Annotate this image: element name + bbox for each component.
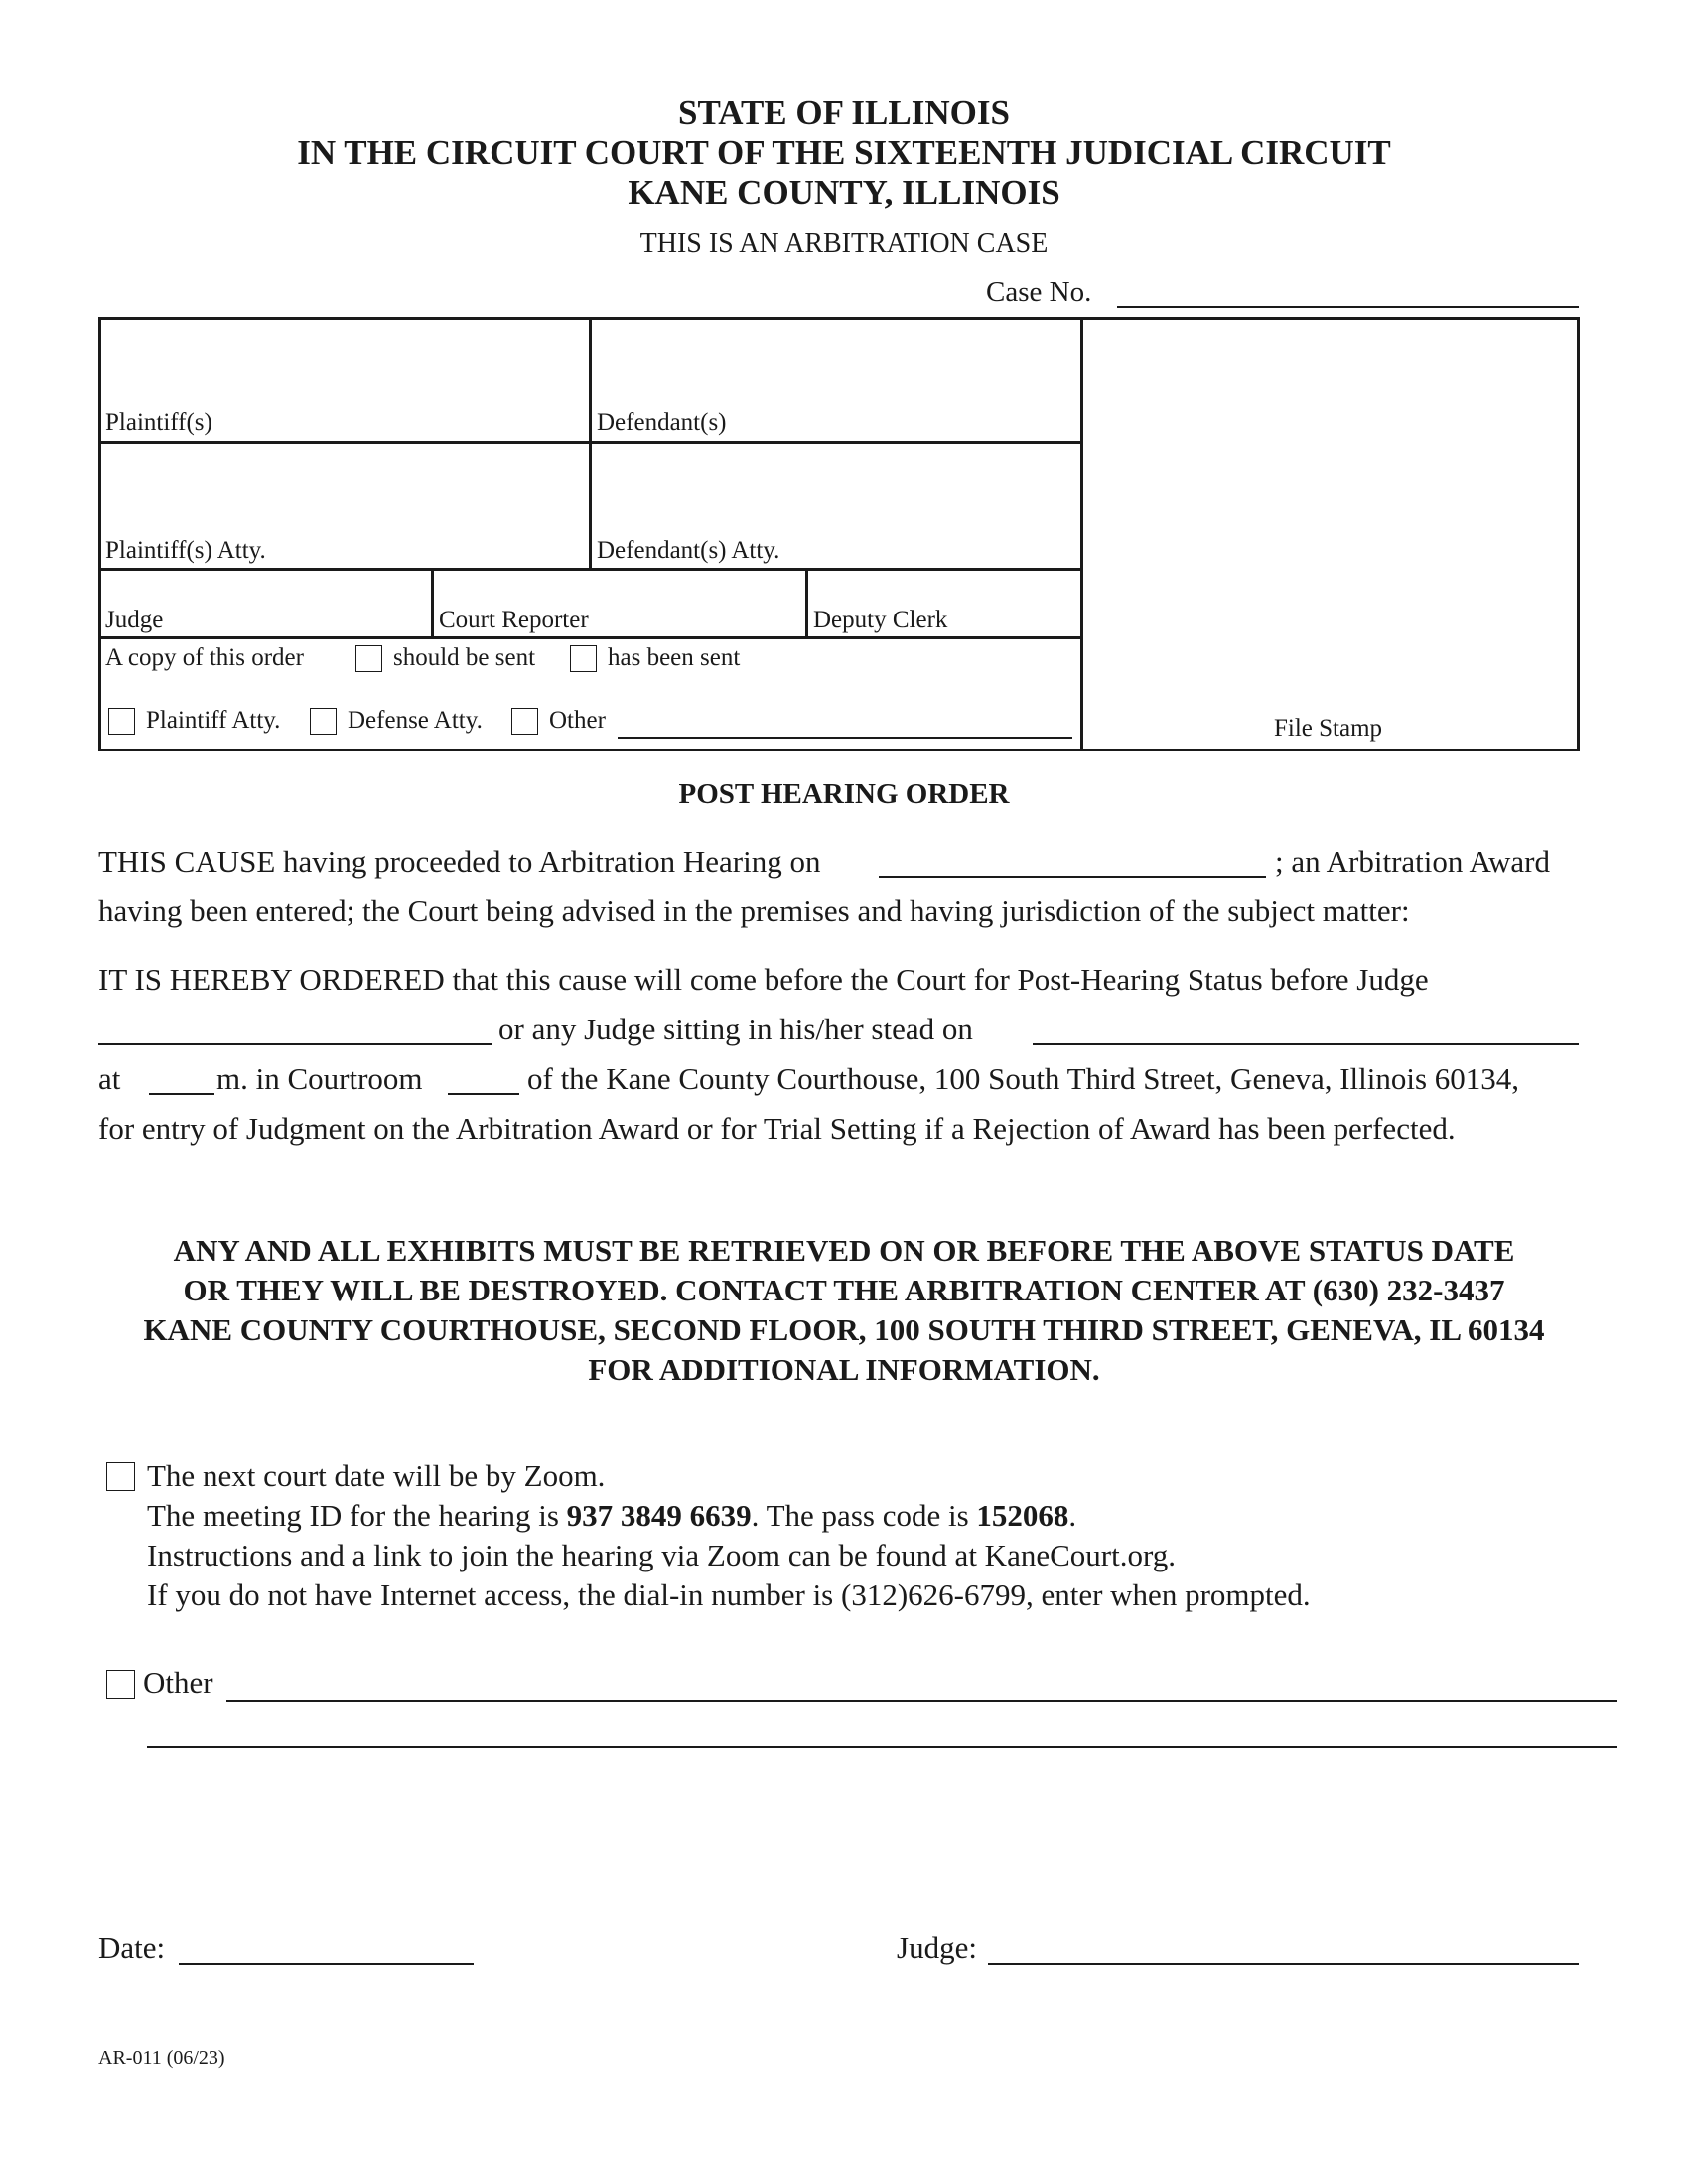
- case-no-field[interactable]: [1117, 278, 1579, 308]
- status-date-field[interactable]: [1033, 1014, 1579, 1045]
- zoom-meeting-line: [147, 1498, 1076, 1534]
- state-heading: STATE OF ILLINOIS: [678, 93, 1010, 132]
- p1-line2: having been entered; the Court being advised in the premises and having jurisdiction of the subject matter:: [98, 893, 1410, 928]
- warning-line-2: OR THEY WILL BE DESTROYED. CONTACT THE ARBITRATION CENTER AT (630) 232-3437: [183, 1273, 1505, 1307]
- pass-code: 152068: [976, 1498, 1069, 1533]
- should-be-sent-checkbox[interactable]: [355, 645, 382, 672]
- warning-line-1: ANY AND ALL EXHIBITS MUST BE RETRIEVED ON OR BEFORE THE ABOVE STATUS DATE: [173, 1233, 1515, 1268]
- other-field-line-1[interactable]: [226, 1670, 1617, 1702]
- warning-line-4: FOR ADDITIONAL INFORMATION.: [588, 1352, 1100, 1387]
- p1-text-b: ; an Arbitration Award: [1275, 844, 1550, 879]
- plaintiffs-atty-label: Plaintiff(s) Atty.: [105, 537, 266, 564]
- zoom-instructions: Instructions and a link to join the hearing via Zoom can be found at KaneCourt.org.: [147, 1538, 1176, 1572]
- courtroom-field[interactable]: [448, 1063, 519, 1095]
- pass-prefix: . The pass code is: [751, 1498, 969, 1533]
- judge-signature-field[interactable]: [988, 1931, 1579, 1965]
- has-been-sent-label: has been sent: [608, 644, 741, 671]
- judge-label: Judge: [105, 607, 164, 633]
- copy-of-order-label: A copy of this order: [105, 644, 304, 671]
- county-heading: KANE COUNTY, ILLINOIS: [628, 173, 1060, 211]
- p2-rest: of the Kane County Courthouse, 100 South Third Street, Geneva, Illinois 60134,: [527, 1061, 1520, 1096]
- other-copy-label: Other: [549, 707, 606, 734]
- date-field[interactable]: [179, 1931, 474, 1965]
- meeting-id: 937 3849 6639: [566, 1498, 752, 1533]
- plaintiff-atty-checkbox[interactable]: [108, 708, 135, 735]
- row-divider-1: [98, 441, 1082, 444]
- row-divider-3: [98, 636, 1082, 639]
- has-been-sent-checkbox[interactable]: [570, 645, 597, 672]
- defendants-atty-label: Defendant(s) Atty.: [597, 537, 780, 564]
- other-copy-checkbox[interactable]: [511, 708, 538, 735]
- defendants-label: Defendant(s): [597, 409, 727, 436]
- form-code: AR-011 (06/23): [98, 2047, 225, 2069]
- date-label: Date:: [98, 1930, 166, 1965]
- p2-line1: IT IS HEREBY ORDERED that this cause will come before the Court for Post-Hearing Status before Judge: [98, 962, 1429, 997]
- file-stamp-label: File Stamp: [1274, 715, 1383, 742]
- judge-divider: [431, 568, 434, 637]
- should-be-sent-label: should be sent: [393, 644, 536, 671]
- p1-text-a: THIS CAUSE having proceeded to Arbitration Hearing on: [98, 844, 821, 879]
- p2-line4: for entry of Judgment on the Arbitration Award or for Trial Setting if a Rejection of Award has been perfected.: [98, 1111, 1456, 1146]
- zoom-label: The next court date will be by Zoom.: [147, 1458, 606, 1493]
- file-stamp-divider: [1080, 317, 1083, 749]
- p2-at: at: [98, 1061, 121, 1096]
- other-field-line-2[interactable]: [147, 1716, 1617, 1748]
- p2-line2: or any Judge sitting in his/her stead on: [498, 1012, 973, 1046]
- court-reporter-label: Court Reporter: [439, 607, 589, 633]
- meeting-prefix: The meeting ID for the hearing is: [147, 1498, 559, 1533]
- other-label: Other: [143, 1665, 213, 1700]
- judge-sign-label: Judge:: [897, 1930, 977, 1965]
- caption-box: [98, 317, 1580, 751]
- row-divider-2: [98, 568, 1082, 571]
- case-no-label: Case No.: [986, 276, 1092, 308]
- p2-m-courtroom: m. in Courtroom: [216, 1061, 423, 1096]
- zoom-dial-in: If you do not have Internet access, the dial-in number is (312)626-6799, enter when prompted.: [147, 1577, 1311, 1612]
- judge-name-field[interactable]: [98, 1014, 492, 1045]
- other-checkbox[interactable]: [106, 1670, 135, 1699]
- other-copy-field[interactable]: [618, 709, 1072, 739]
- case-type-heading: THIS IS AN ARBITRATION CASE: [639, 228, 1049, 259]
- deputy-clerk-label: Deputy Clerk: [813, 607, 948, 633]
- pass-suffix: .: [1068, 1498, 1077, 1533]
- court-heading: IN THE CIRCUIT COURT OF THE SIXTEENTH JUDICIAL CIRCUIT: [297, 133, 1391, 172]
- hearing-date-field[interactable]: [879, 846, 1266, 878]
- plaintiff-atty-label: Plaintiff Atty.: [146, 707, 281, 734]
- reporter-divider: [805, 568, 808, 637]
- defense-atty-label: Defense Atty.: [348, 707, 483, 734]
- defense-atty-checkbox[interactable]: [310, 708, 337, 735]
- zoom-checkbox[interactable]: [106, 1462, 135, 1491]
- time-field[interactable]: [149, 1063, 214, 1095]
- warning-line-3: KANE COUNTY COURTHOUSE, SECOND FLOOR, 100 SOUTH THIRD STREET, GENEVA, IL 60134: [143, 1312, 1545, 1347]
- plaintiffs-label: Plaintiff(s): [105, 409, 212, 436]
- order-title: POST HEARING ORDER: [678, 778, 1010, 810]
